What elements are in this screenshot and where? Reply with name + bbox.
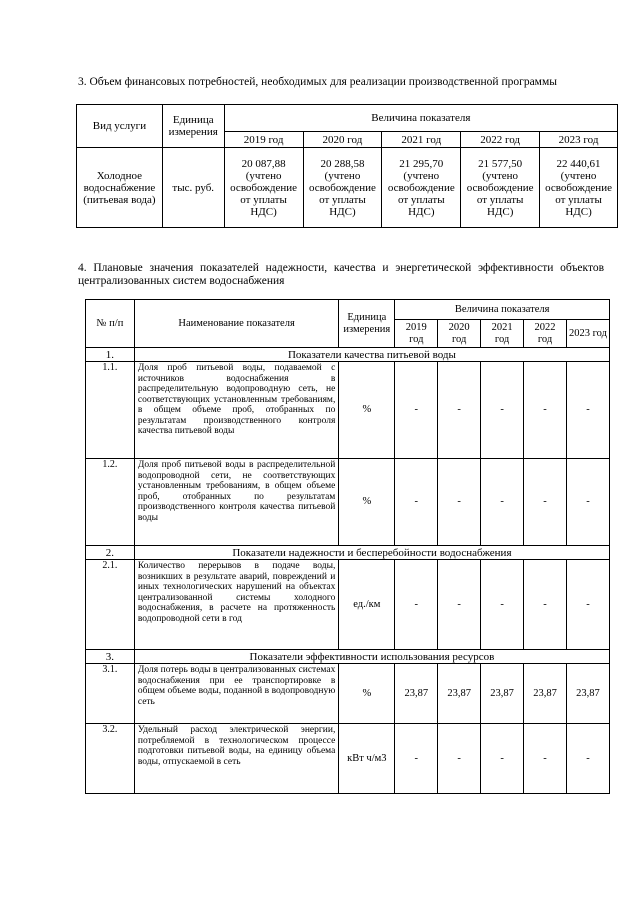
row-name: Количество перерывов в подаче воды, возникших в результате аварий, повреждений и иных технологических нарушений на объектах централизованной системы холодного водоснабжения, в расчете на протяженность водопроводной сети в год [134, 560, 338, 650]
row-name: Доля потерь воды в централизованных системах водоснабжения при ее транспортировке в общем объеме воды, поданной в водопроводную сеть [134, 664, 338, 724]
value-cell: - [438, 362, 481, 459]
row-num: 3.1. [86, 664, 135, 724]
value-cell: - [395, 362, 438, 459]
unit-cell: тыс. руб. [162, 148, 224, 228]
table-row [86, 362, 610, 459]
value-cell: 20 087,88 (учтено освобождение от уплаты НДС) [224, 148, 303, 228]
row-unit: % [339, 459, 395, 546]
section-row [86, 650, 610, 664]
value-cell: - [566, 362, 609, 459]
section3-heading-text: 3. Объем финансовых потребностей, необходимых для реализации производственной программы [78, 76, 557, 88]
value-cell: - [566, 459, 609, 546]
year-cell: 2019 год [395, 320, 438, 348]
value-cell: - [395, 459, 438, 546]
year-cell: 2021 год [382, 132, 461, 148]
value-cell: - [524, 459, 567, 546]
value-cell: - [481, 459, 524, 546]
header-unit: Единица измерения [162, 105, 224, 148]
section-title: Показатели эффективности использования ресурсов [134, 650, 609, 664]
value-cell: 23,87 [566, 664, 609, 724]
value-cell: 23,87 [438, 664, 481, 724]
value-cell: - [438, 724, 481, 794]
year-cell: 2023 год [566, 320, 609, 348]
row-unit: кВт ч/м3 [339, 724, 395, 794]
value-cell: - [481, 560, 524, 650]
value-cell: 23,87 [481, 664, 524, 724]
value-cell: 21 295,70 (учтено освобождение от уплаты НДС) [382, 148, 461, 228]
row-num: 2.1. [86, 560, 135, 650]
header-name: Наименование показателя [134, 300, 338, 348]
section-title: Показатели надежности и бесперебойности водоснабжения [134, 546, 609, 560]
row-unit: ед./км [339, 560, 395, 650]
header-unit: Единица измерения [339, 300, 395, 348]
value-cell: - [524, 560, 567, 650]
row-name: Доля проб питьевой воды в распределительной водопроводной сети, не соответствующих установленным требованиям, в общем объеме проб, отобранных по результатам производственного контроля качества питьевой воды [134, 459, 338, 546]
section4-heading-text: 4. Плановые значения показателей надежности, качества и энергетической эффективности объектов централизованных систем водоснабжения [78, 262, 604, 287]
year-cell: 2023 год [540, 132, 618, 148]
header-value: Величина показателя [395, 300, 610, 320]
row-num: 1.1. [86, 362, 135, 459]
financial-needs-table [76, 104, 618, 228]
section-row [86, 546, 610, 560]
indicators-table [85, 299, 610, 794]
row-num: 1.2. [86, 459, 135, 546]
value-cell: 22 440,61 (учтено освобождение от уплаты НДС) [540, 148, 618, 228]
section-num: 1. [86, 348, 135, 362]
header-num: № п/п [86, 300, 135, 348]
row-unit: % [339, 664, 395, 724]
year-cell: 2022 год [524, 320, 567, 348]
value-cell: - [481, 724, 524, 794]
value-cell: - [438, 560, 481, 650]
value-cell: - [566, 560, 609, 650]
table-row [86, 724, 610, 794]
value-cell: - [438, 459, 481, 546]
table-row [86, 664, 610, 724]
value-cell: 23,87 [395, 664, 438, 724]
section-num: 3. [86, 650, 135, 664]
value-cell: - [481, 362, 524, 459]
section3-heading [78, 76, 604, 89]
row-num: 3.2. [86, 724, 135, 794]
value-cell: 20 288,58 (учтено освобождение от уплаты НДС) [303, 148, 382, 228]
row-name: Доля проб питьевой воды, подаваемой с источников водоснабжения в распределительную водопроводную сеть, не соответствующих установленным требованиям, в общем объеме проб, отобранных по результатам производственного контроля качества питьевой воды [134, 362, 338, 459]
table-row [86, 560, 610, 650]
service-cell: Холодное водоснабжение (питьевая вода) [77, 148, 163, 228]
value-cell: 21 577,50 (учтено освобождение от уплаты НДС) [461, 148, 540, 228]
year-cell: 2020 год [303, 132, 382, 148]
header-service: Вид услуги [77, 105, 163, 148]
table-row [77, 148, 618, 228]
section-num: 2. [86, 546, 135, 560]
section-title: Показатели качества питьевой воды [134, 348, 609, 362]
value-cell: - [395, 560, 438, 650]
section-row [86, 348, 610, 362]
year-cell: 2021 год [481, 320, 524, 348]
row-name: Удельный расход электрической энергии, потребляемой в технологическом процессе подготовки питьевой воды, на единицу объема воды, отпускаемой в сеть [134, 724, 338, 794]
value-cell: - [524, 724, 567, 794]
value-cell: - [524, 362, 567, 459]
value-cell: - [395, 724, 438, 794]
value-cell: - [566, 724, 609, 794]
year-cell: 2020 год [438, 320, 481, 348]
year-cell: 2019 год [224, 132, 303, 148]
section4-heading [78, 262, 604, 288]
table-row [86, 459, 610, 546]
header-value: Величина показателя [224, 105, 617, 132]
row-unit: % [339, 362, 395, 459]
year-cell: 2022 год [461, 132, 540, 148]
value-cell: 23,87 [524, 664, 567, 724]
